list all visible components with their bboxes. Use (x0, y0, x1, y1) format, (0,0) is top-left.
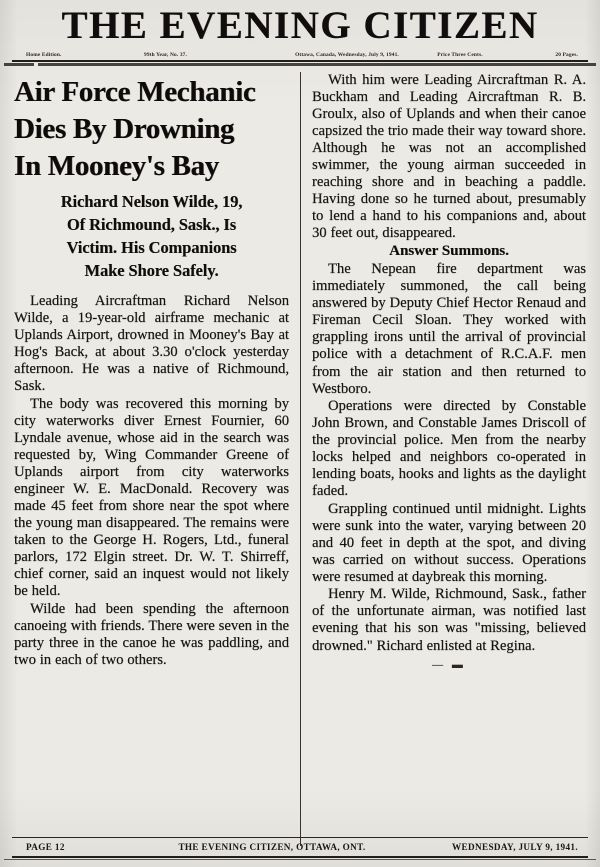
headline-line: In Mooney's Bay (14, 150, 219, 183)
footer-rule-thick (12, 856, 588, 858)
column-right (300, 72, 586, 846)
edition-label: Home Edition. (26, 52, 62, 58)
article-subhead (14, 191, 289, 283)
headline-line: Dies By Drowning (14, 113, 235, 146)
masthead (0, 0, 600, 66)
subhead-line: Of Richmound, Sask., Is (66, 215, 237, 235)
body-paragraph: The body was recovered this morning by city waterworks diver Ernest Fournier, 60 Lyndale avenue, whose aid in the search was requested by, Wing Commander Greene of Uplands airport from city waterworks engineer W. E. MacDonald. Recovery was made 45 feet from shore near the spot where the young man disappeared. The remains were taken to the George H. Rogers, Ltd., funeral parlors, 172 Elgin street. Dr. W. T. Shirreff, chief corner, said an inquest would not likely be held. (14, 395, 289, 600)
masthead-rule-dashed (4, 63, 596, 66)
body-paragraph: The Nepean fire department was immediately summoned, the call being answered by Deputy Chief Hector Renaud and Fireman Cecil Sloan. They worked with grappling irons until the arrival of provincial police with a detachment of R.C.A.F. men from the air station and then returned to Westboro. (312, 261, 586, 397)
pages-label: 20 Pages. (555, 52, 578, 58)
article-headline (14, 74, 289, 185)
body-paragraph: Grappling continued until midnight. Lights were sunk into the water, varying between 20 and 40 feet in depth at the spot, and diving was carried on without success. Operations were resumed at daybreak this morning. (312, 500, 586, 585)
subhead-line: Make Shore Safely. (84, 261, 219, 281)
footer-row (0, 838, 600, 852)
footer-paper-name: THE EVENING CITIZEN, OTTAWA, ONT. (178, 842, 366, 852)
volume-label: 99th Year, No. 37. (144, 52, 188, 58)
body-paragraph: Leading Aircraftman Richard Nelson Wilde, a 19-year-old airframe mechanic at Uplands Airport, drowned in Mooney's Bay at Hog's Back, at about 3.30 o'clock yesterday afternoon. He was a native of Richmound, Sask. (14, 293, 289, 395)
footer-rule-thin (4, 859, 596, 860)
column-left (14, 72, 300, 846)
headline-line: Air Force Mechanic (14, 76, 256, 108)
body-paragraph: Operations were directed by Constable John Brown, and Constable James Driscoll of the provincial police. Men from the nearby locks helped and neighbors co-operated in lending boats, hooks and lights as the daylight faded. (312, 398, 586, 500)
subhead-line: Richard Nelson Wilde, 19, (60, 192, 243, 212)
page-footer (0, 837, 600, 867)
masthead-meta-row (0, 47, 600, 58)
article-end-mark: — ▬ (432, 658, 466, 671)
place-date-label: Ottawa, Canada, Wednesday, July 9, 1941. (295, 52, 399, 58)
price-label: Price Three Cents. (437, 52, 483, 58)
footer-page-number: PAGE 12 (26, 842, 65, 852)
body-paragraph: With him were Leading Aircraftman R. A. Buckham and Leading Aircraftman R. B. Groulx, also of Uplands and when their canoe capsized the trio made their way toward shore. Although he was not an accomplished swimmer, the young airman succeeded in reaching shore and in beaching a paddle. Having done so he turned about, presumably to lend a hand to his companions and, about 30 feet out, disappeared. (312, 72, 586, 242)
body-paragraph: Henry M. Wilde, Richmound, Sask., father of the unfortunate airman, was notified last evening that his son was "missing, believed drowned." Richard enlisted at Regina. (312, 586, 586, 654)
body-paragraph: Wilde had been spending the afternoon canoeing with friends. There were seven in the party three in the canoe he was paddling, and two in each of two others. (14, 600, 289, 668)
crosshead: Answer Summons. (389, 243, 509, 260)
footer-date: WEDNESDAY, JULY 9, 1941. (452, 842, 578, 852)
subhead-line: Victim. His Companions (66, 238, 237, 258)
masthead-rule-thick (12, 60, 588, 62)
article-columns (0, 66, 600, 846)
newspaper-title: THE EVENING CITIZEN (61, 4, 539, 47)
